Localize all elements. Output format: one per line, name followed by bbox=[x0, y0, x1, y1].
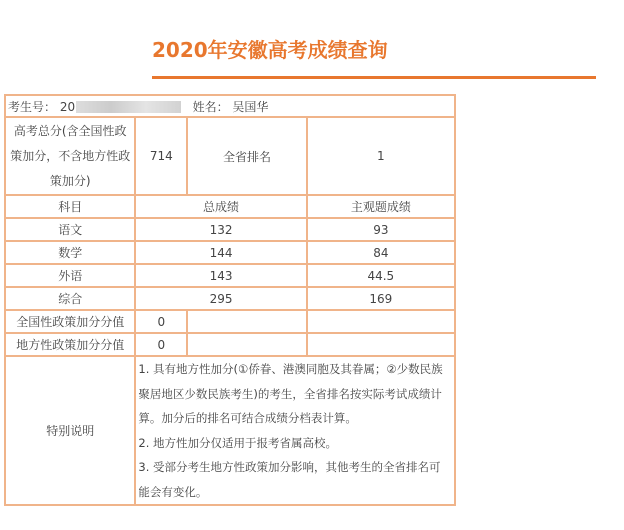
local-bonus-row bbox=[5, 333, 455, 356]
redacted-id-blur bbox=[76, 101, 181, 113]
table-row bbox=[5, 241, 455, 264]
subject-total: 143 bbox=[135, 264, 306, 287]
table-row bbox=[5, 264, 455, 287]
rank-label: 全省排名 bbox=[187, 117, 306, 195]
subject-name: 综合 bbox=[5, 287, 135, 310]
total-label: 高考总分(含全国性政策加分，不含地方性政策加分) bbox=[5, 117, 135, 195]
header-row bbox=[5, 195, 455, 218]
bonus-value: 0 bbox=[135, 333, 187, 356]
bonus-label: 全国性政策加分分值 bbox=[5, 310, 135, 333]
student-id-value: 20 bbox=[59, 99, 76, 114]
page-title: 2020年安徽高考成绩查询 bbox=[152, 38, 388, 62]
title-underline bbox=[152, 76, 596, 79]
subject-total: 144 bbox=[135, 241, 306, 264]
subject-name: 外语 bbox=[5, 264, 135, 287]
empty-cell bbox=[187, 310, 306, 333]
subject-total: 132 bbox=[135, 218, 306, 241]
student-info-row bbox=[5, 95, 455, 117]
subject-name: 语文 bbox=[5, 218, 135, 241]
notes-row bbox=[5, 356, 455, 505]
note-line: 1. 具有地方性加分(①侨眷、港澳同胞及其眷属；②少数民族聚居地区少数民族考生)的考生，全省排名按实际考试成绩计算。加分后的排名可结合成绩分档表计算。 bbox=[138, 362, 443, 425]
empty-cell bbox=[187, 333, 306, 356]
subject-total: 295 bbox=[135, 287, 306, 310]
total-row bbox=[5, 117, 455, 195]
table-row bbox=[5, 218, 455, 241]
rank-value: 1 bbox=[307, 117, 455, 195]
notes-label: 特别说明 bbox=[5, 356, 135, 505]
subject-subjective: 44.5 bbox=[307, 264, 455, 287]
subject-subjective: 84 bbox=[307, 241, 455, 264]
note-line: 2. 地方性加分仅适用于报考省属高校。 bbox=[138, 435, 338, 450]
student-name-label: 姓名： bbox=[192, 99, 229, 114]
subject-subjective: 93 bbox=[307, 218, 455, 241]
note-line: 3. 受部分考生地方性政策加分影响，其他考生的全省排名可能会有变化。 bbox=[138, 460, 441, 499]
subject-subjective: 169 bbox=[307, 287, 455, 310]
bonus-label: 地方性政策加分分值 bbox=[5, 333, 135, 356]
total-value: 714 bbox=[135, 117, 187, 195]
score-table bbox=[4, 94, 456, 506]
student-name-value: 吴国华 bbox=[232, 99, 269, 114]
national-bonus-row bbox=[5, 310, 455, 333]
subject-name: 数学 bbox=[5, 241, 135, 264]
bonus-value: 0 bbox=[135, 310, 187, 333]
notes-content bbox=[135, 356, 455, 505]
empty-cell bbox=[307, 310, 455, 333]
student-id-label: 考生号： bbox=[8, 99, 57, 114]
header-total: 总成绩 bbox=[135, 195, 306, 218]
header-subjective: 主观题成绩 bbox=[307, 195, 455, 218]
header-subject: 科目 bbox=[5, 195, 135, 218]
empty-cell bbox=[307, 333, 455, 356]
table-row bbox=[5, 287, 455, 310]
